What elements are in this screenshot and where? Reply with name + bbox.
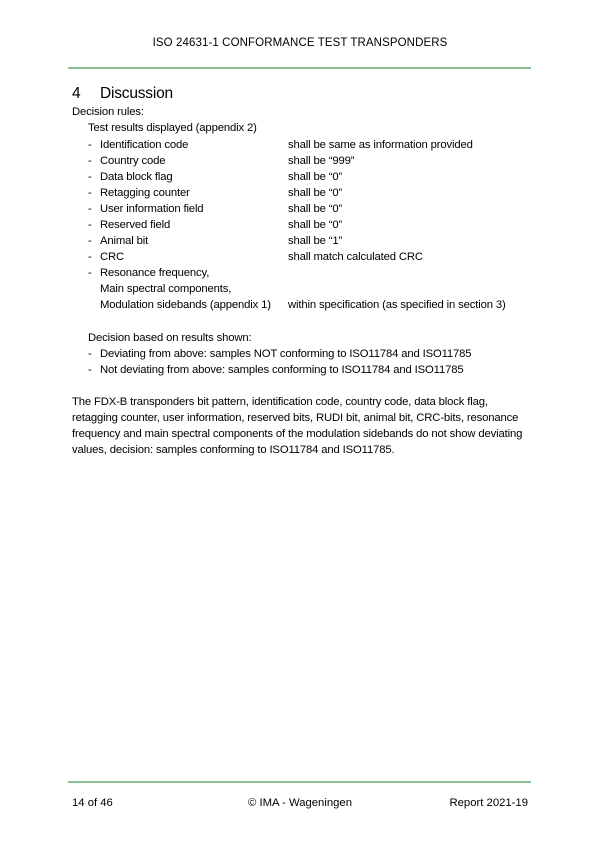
footer-page-number: 14 of 46 [72,797,113,809]
decision-rules-list [88,137,528,313]
rule-field: Animal bit [100,235,149,247]
rule-field: Country code [100,155,166,167]
rule-row [88,249,528,265]
rule-bullet: - [88,155,92,167]
rule-requirement: shall match calculated CRC [288,251,423,263]
rule-bullet: - [88,203,92,215]
rule-field: Retagging counter [100,187,190,199]
rule-requirement: shall be same as information provided [288,139,473,151]
rule-bullet: - [88,187,92,199]
rule-row [88,201,528,217]
rule-requirement: shall be “999” [288,155,355,167]
rule-field: CRC [100,251,125,263]
header-divider [68,67,531,69]
rule-bullet: - [88,139,92,151]
footer-copyright: © IMA - Wageningen [248,797,352,809]
rule-field: Main spectral components, [100,283,232,295]
footer-divider [68,781,531,783]
rule-field: Identification code [100,139,189,151]
rule-requirement: within specification (as specified in section 3) [288,299,506,311]
rule-requirement: shall be “1” [288,235,343,247]
rule-requirement: shall be “0” [288,187,343,199]
rule-field: Reserved field [100,219,171,231]
outcome-text: Deviating from above: samples NOT conforming to ISO11784 and ISO11785 [100,348,472,360]
rule-field: Modulation sidebands (appendix 1) [100,299,271,311]
page-header-title: ISO 24631-1 CONFORMANCE TEST TRANSPONDERS [152,37,448,49]
rule-bullet: - [88,171,92,183]
outcome-bullet: - [88,348,92,360]
decision-rules-label: Decision rules: [72,106,144,118]
conclusion-paragraph: The FDX-B transponders bit pattern, identification code, country code, data block flag, retagging counter, user information, reserved bits, RUDI bit, animal bit, CRC-bits, resonance frequency and main spectral components of the modulation sidebands do not show deviating values, decision: samples conforming to ISO11784 and ISO11785. [72,396,523,456]
rule-field: User information field [100,203,204,215]
rule-row [88,185,528,201]
rule-row [88,233,528,249]
rule-row [88,169,528,185]
outcome-bullet: - [88,364,92,376]
rule-requirement: shall be “0” [288,171,343,183]
section-heading [72,85,173,103]
rule-requirement: shall be “0” [288,203,343,215]
rule-row [88,265,528,281]
outcome-text: Not deviating from above: samples conforming to ISO11784 and ISO11785 [100,364,464,376]
test-results-label: Test results displayed (appendix 2) [88,122,257,134]
decision-based-label: Decision based on results shown: [88,332,252,344]
rule-row [88,137,528,153]
rule-bullet: - [88,267,92,279]
rule-requirement: shall be “0” [288,219,343,231]
rule-bullet: - [88,251,92,263]
rule-row [88,281,528,297]
rule-bullet: - [88,219,92,231]
rule-field: Data block flag [100,171,173,183]
rule-row [88,297,528,313]
rule-row [88,153,528,169]
section-title: Discussion [100,85,173,102]
rule-row [88,217,528,233]
rule-field: Resonance frequency, [100,267,210,279]
rule-bullet: - [88,235,92,247]
section-number: 4 [72,85,81,102]
footer-report-id: Report 2021-19 [449,797,528,809]
